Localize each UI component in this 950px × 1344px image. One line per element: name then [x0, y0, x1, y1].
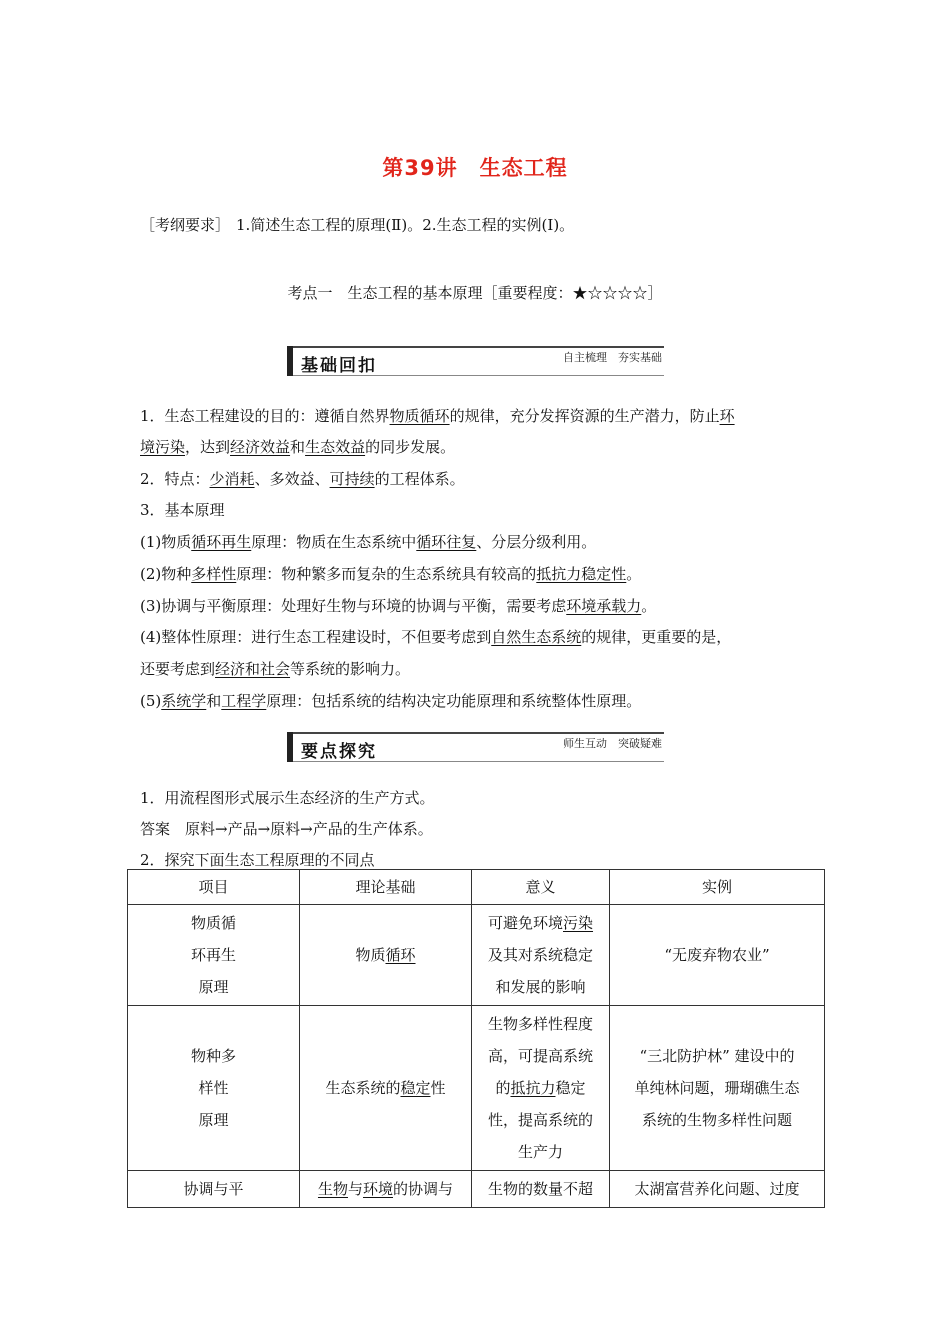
- cell-line: 环再生: [190, 946, 236, 964]
- cell-line: 样性: [198, 1079, 229, 1097]
- banner-topline: [293, 732, 664, 734]
- text: 还要考虑到: [140, 660, 216, 678]
- banner-basics-title: 基础回扣: [301, 356, 377, 376]
- requirements-line: [140, 215, 574, 235]
- answer: 抵抗力稳定性: [536, 565, 627, 583]
- text: 等系统的影响力。: [290, 660, 411, 678]
- cell-line: 高，可提高系统: [487, 1047, 593, 1065]
- basics-line-5: [140, 532, 596, 552]
- text: 原理：包括系统的结构决定功能原理和系统整体性原理。: [266, 692, 642, 710]
- principles-table: [127, 869, 825, 1208]
- cell-line: 系统的生物多样性问题: [641, 1111, 792, 1129]
- cell-line: 原理: [198, 1111, 229, 1129]
- table-cell-meaning: [472, 905, 610, 1006]
- text: 、分层分级利用。: [476, 533, 597, 551]
- banner-basics-subtitle: 自主梳理 夯实基础: [563, 351, 662, 364]
- cell-line: 生产力: [517, 1143, 563, 1161]
- text: 的: [495, 1079, 511, 1097]
- answer: 境污染: [140, 438, 186, 456]
- kaodian-heading: 考点一 生态工程的基本原理［重要程度：★☆☆☆☆］: [287, 284, 663, 302]
- text: 的规律，更重要的是，: [581, 628, 732, 646]
- banner-explore: [287, 732, 664, 762]
- basics-line-7: [140, 596, 656, 616]
- text: 和: [290, 438, 306, 456]
- answer: 环境承载力: [566, 597, 642, 615]
- answer: 污染: [563, 914, 594, 932]
- table-header-cell: 理论基础: [300, 870, 472, 905]
- explore-question-2: 2．探究下面生态工程原理的不同点: [140, 851, 375, 869]
- answer: 多样性: [191, 565, 237, 583]
- answer: 抵抗力: [510, 1079, 556, 1097]
- cell-line: 性，提高系统的: [487, 1111, 593, 1129]
- banner-explore-subtitle: 师生互动 突破疑难: [563, 737, 662, 750]
- answer: 循环再生: [191, 533, 252, 551]
- answer: 少消耗: [209, 470, 255, 488]
- text: (4)整体性原理：进行生态工程建设时，不但要考虑到: [140, 628, 492, 646]
- table-cell-basis: [300, 905, 472, 1006]
- basics-line-3: [140, 469, 465, 489]
- banner-bar: [287, 346, 293, 376]
- answer: 循环: [385, 946, 416, 964]
- basics-line-9: [140, 659, 410, 679]
- text: 的规律，充分发挥资源的生产潜力，防止: [449, 407, 720, 425]
- banner-basics: [287, 346, 664, 376]
- cell-line: 生物多样性程度: [487, 1015, 593, 1033]
- text: 、多效益、: [254, 470, 330, 488]
- cell-line: “三北防护林” 建设中的: [639, 1047, 795, 1065]
- answer: 可持续: [329, 470, 375, 488]
- table-cell-item: [128, 905, 300, 1006]
- cell-line: 物种多: [190, 1047, 236, 1065]
- table-row: [128, 1171, 825, 1208]
- table-cell-meaning: [472, 1006, 610, 1171]
- text: 的工程体系。: [374, 470, 465, 488]
- cell-line: 原理: [198, 978, 229, 996]
- basics-line-6: [140, 564, 641, 584]
- table-header-cell: 实例: [610, 870, 825, 905]
- text: 和: [206, 692, 222, 710]
- table-header-row: [128, 870, 825, 905]
- table-header-cell: 项目: [128, 870, 300, 905]
- text: 性: [430, 1079, 446, 1097]
- table-cell-basis: [300, 1006, 472, 1171]
- table-cell-example: “无废弃物农业”: [610, 905, 825, 1006]
- text: (3)协调与平衡原理：处理好生物与环境的协调与平衡，需要考虑: [140, 597, 567, 615]
- requirements-tag: ［考纲要求］: [140, 216, 231, 234]
- text: 。: [641, 597, 657, 615]
- requirements-text: 1.简述生态工程的原理(Ⅱ)。2.生态工程的实例(Ⅰ)。: [236, 216, 575, 234]
- answer: 经济效益: [230, 438, 291, 456]
- text: (2)物种: [140, 565, 192, 583]
- basics-line-8: [140, 627, 731, 647]
- answer: 环: [719, 407, 735, 425]
- answer: 环境: [363, 1180, 394, 1198]
- cell-line: [478, 907, 603, 939]
- table-row: [128, 1006, 825, 1171]
- basics-line-2: [140, 437, 455, 457]
- text: 生态系统的: [325, 1079, 401, 1097]
- text: 与: [347, 1180, 363, 1198]
- banner-explore-title: 要点探究: [301, 742, 377, 762]
- answer: 循环往复: [416, 533, 477, 551]
- table-cell-example: 太湖富营养化问题、过度: [610, 1171, 825, 1208]
- cell-line: 单纯林问题，珊瑚礁生态: [634, 1079, 800, 1097]
- table-cell-basis: [300, 1171, 472, 1208]
- table-header-cell: 意义: [472, 870, 610, 905]
- banner-bar: [287, 732, 293, 762]
- text: 的协调与: [393, 1180, 454, 1198]
- table-cell-item: [128, 1006, 300, 1171]
- text: 原理：物质在生态系统中: [251, 533, 417, 551]
- banner-topline: [293, 346, 664, 348]
- text: (1)物质: [140, 533, 192, 551]
- answer: 生态效益: [305, 438, 366, 456]
- basics-line-1: [140, 406, 735, 426]
- answer: 生物: [317, 1180, 348, 1198]
- page-title: 第39讲 生态工程: [382, 156, 568, 180]
- text: ，达到: [185, 438, 231, 456]
- answer: 自然生态系统: [491, 628, 582, 646]
- explore-answer-1: 答案 原料→产品→原料→产品的生产体系。: [140, 820, 433, 838]
- table-row: [128, 905, 825, 1006]
- table-cell-meaning: 生物的数量不超: [472, 1171, 610, 1208]
- basics-line-4: 3．基本原理: [140, 501, 225, 519]
- answer: 物质循环: [389, 407, 450, 425]
- answer: 系统学: [161, 692, 207, 710]
- answer: 经济和社会: [215, 660, 291, 678]
- cell-line: 物质循: [190, 914, 236, 932]
- text: 稳定: [555, 1079, 586, 1097]
- table-cell-example: [610, 1006, 825, 1171]
- cell-line: 和发展的影响: [495, 978, 586, 996]
- basics-line-10: [140, 691, 641, 711]
- text: 物质: [355, 946, 386, 964]
- answer: 稳定: [400, 1079, 431, 1097]
- answer: 工程学: [221, 692, 267, 710]
- text: 。: [626, 565, 642, 583]
- text: 的同步发展。: [365, 438, 456, 456]
- cell-line: [478, 1072, 603, 1104]
- text: 2．特点：: [140, 470, 210, 488]
- table-cell-item: 协调与平: [128, 1171, 300, 1208]
- text: 原理：物种繁多而复杂的生态系统具有较高的: [236, 565, 537, 583]
- text: 1．生态工程建设的目的：遵循自然界: [140, 407, 390, 425]
- explore-question-1: 1．用流程图形式展示生态经济的生产方式。: [140, 789, 435, 807]
- cell-line: 及其对系统稳定: [487, 946, 593, 964]
- text: (5): [140, 692, 162, 710]
- text: 可避免环境: [487, 914, 563, 932]
